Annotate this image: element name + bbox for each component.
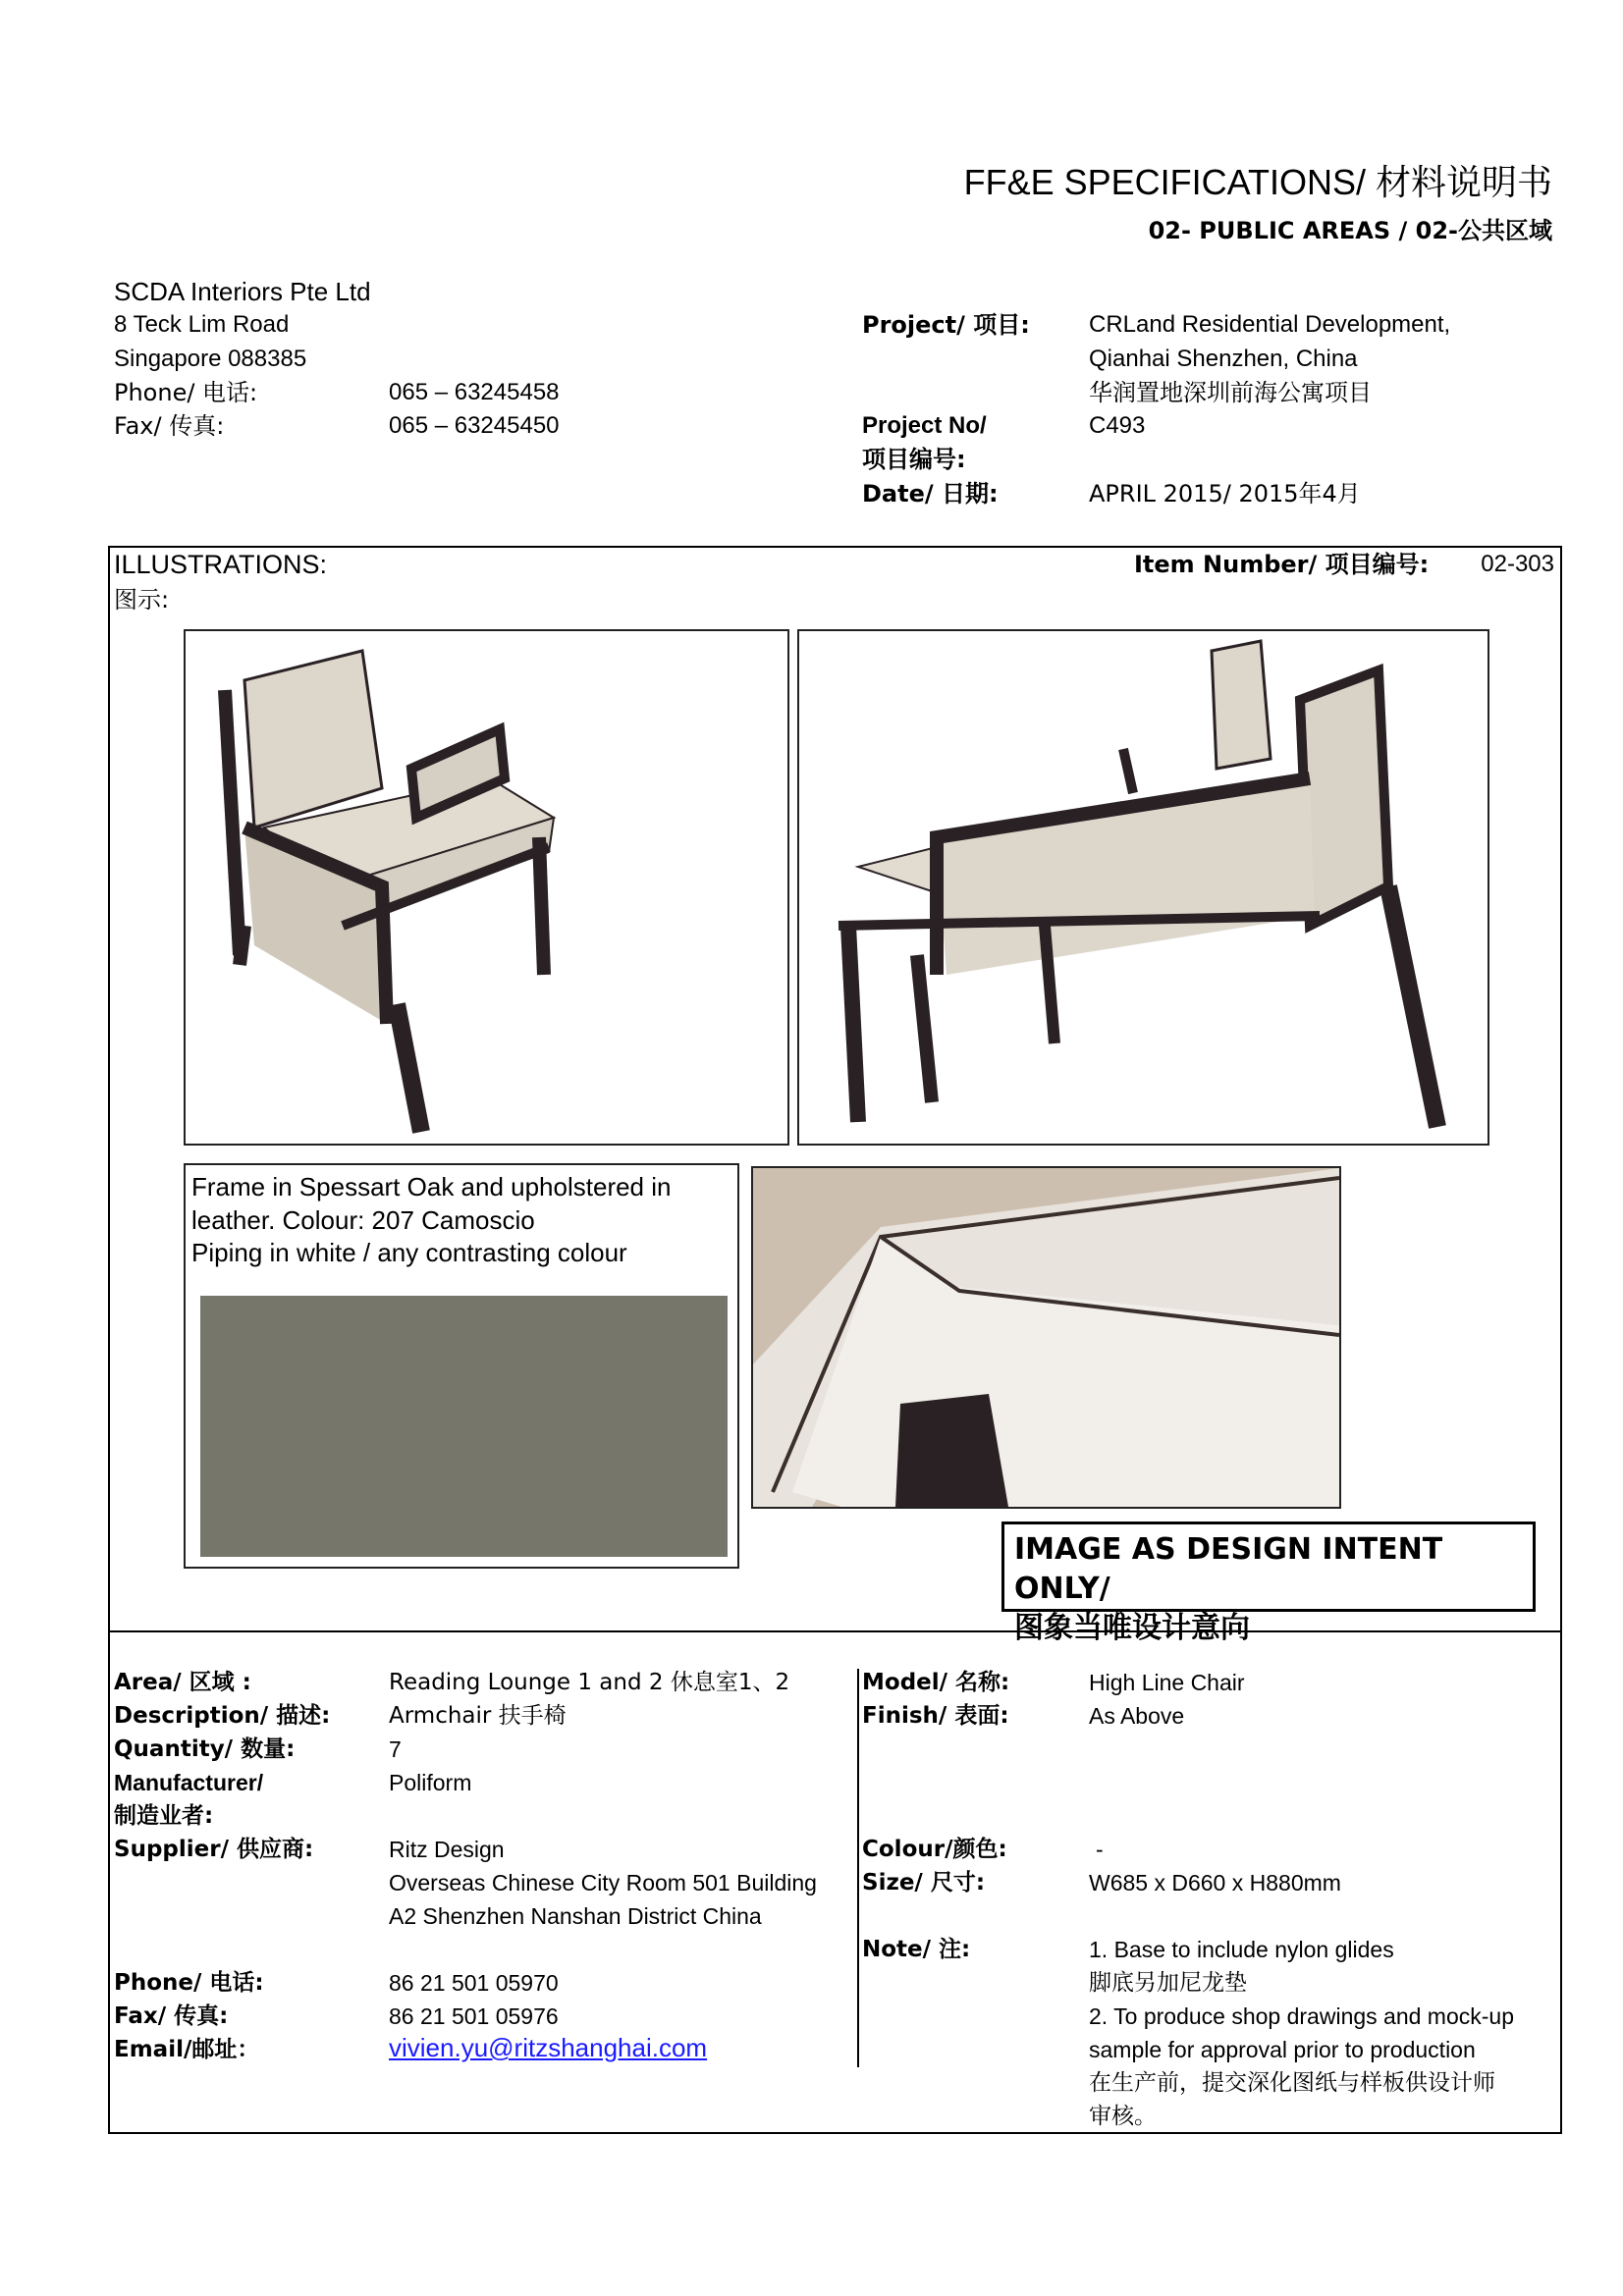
- supplier-label: Supplier/ 供应商:: [114, 1837, 314, 1862]
- company-address-2: Singapore 088385: [114, 346, 307, 372]
- supplier-phone: 86 21 501 05970: [389, 1970, 559, 1996]
- company-phone: 065 – 63245458: [389, 379, 560, 405]
- company-fax: 065 – 63245450: [389, 412, 560, 439]
- quantity-label: Quantity/ 数量:: [114, 1736, 296, 1762]
- supplier-address-1: Overseas Chinese City Room 501 Building: [389, 1870, 817, 1896]
- project-label: Project/ 项目:: [862, 311, 1030, 339]
- supplier-name: Ritz Design: [389, 1837, 505, 1862]
- area-value: Reading Lounge 1 and 2 休息室1、2: [389, 1670, 790, 1695]
- supplier-email-link[interactable]: vivien.yu@ritzshanghai.com: [389, 2033, 708, 2062]
- supplier-fax: 86 21 501 05976: [389, 2003, 559, 2029]
- description-label: Description/ 描述:: [114, 1703, 331, 1729]
- company-name: SCDA Interiors Pte Ltd: [114, 277, 371, 306]
- project-no-label: Project No/: [862, 412, 987, 439]
- project-line-1: CRLand Residential Development,: [1089, 311, 1451, 338]
- colour-value: -: [1096, 1837, 1104, 1862]
- supplier-email-label: Email/邮址：: [114, 2037, 260, 2062]
- date-value: APRIL 2015/ 2015年4月: [1089, 480, 1361, 507]
- chair-side-drawing: [799, 631, 1488, 1144]
- illustrations-label-cn: 图示:: [114, 586, 170, 614]
- project-no: C493: [1089, 412, 1146, 439]
- company-phone-label: Phone/ 电话:: [114, 379, 258, 406]
- note-line-6: 审核。: [1089, 2104, 1157, 2129]
- quantity-value: 7: [389, 1736, 402, 1762]
- piping-detail-drawing: [753, 1168, 1339, 1507]
- note-line-1: 1. Base to include nylon glides: [1089, 1937, 1394, 1962]
- size-value: W685 x D660 x H880mm: [1089, 1870, 1341, 1896]
- material-caption-1: Frame in Spessart Oak and upholstered in: [191, 1172, 672, 1201]
- note-line-4: sample for approval prior to production: [1089, 2037, 1476, 2062]
- finish-label: Finish/ 表面:: [862, 1703, 1009, 1729]
- colour-label: Colour/颜色:: [862, 1837, 1007, 1862]
- chair-front-drawing: [186, 631, 787, 1144]
- details-divider: [857, 1669, 859, 2067]
- note-line-5: 在生产前，提交深化图纸与样板供设计师: [1089, 2070, 1495, 2096]
- manufacturer-label-cn: 制造业者:: [114, 1803, 214, 1829]
- area-label: Area/ 区域 :: [114, 1670, 251, 1695]
- design-intent-line-2: 图象当唯设计意向: [1014, 1611, 1250, 1645]
- manufacturer-label: Manufacturer/: [114, 1770, 264, 1795]
- leather-swatch: [200, 1296, 728, 1557]
- material-caption-3: Piping in white / any contrasting colour: [191, 1238, 627, 1267]
- page-title: FF&E SPECIFICATIONS/ 材料说明书: [963, 162, 1552, 202]
- size-label: Size/ 尺寸:: [862, 1870, 986, 1896]
- note-label: Note/ 注:: [862, 1937, 971, 1962]
- finish-value: As Above: [1089, 1703, 1185, 1729]
- note-line-2: 脚底另加尼龙垫: [1089, 1970, 1247, 1996]
- item-number-label: Item Number/ 项目编号:: [1134, 551, 1430, 578]
- model-value: High Line Chair: [1089, 1670, 1245, 1695]
- company-fax-label: Fax/ 传真:: [114, 412, 225, 440]
- project-line-3: 华润置地深圳前海公寓项目: [1089, 379, 1372, 406]
- project-no-label-cn: 项目编号:: [862, 446, 966, 473]
- page-subtitle: 02- PUBLIC AREAS / 02-公共区域: [1148, 217, 1552, 244]
- supplier-fax-label: Fax/ 传真:: [114, 2003, 229, 2029]
- model-label: Model/ 名称:: [862, 1670, 1010, 1695]
- design-intent-note: [1001, 1522, 1536, 1645]
- design-intent-line-1: IMAGE AS DESIGN INTENT ONLY/: [1014, 1532, 1443, 1606]
- chair-front-image: [184, 629, 789, 1146]
- date-label: Date/ 日期:: [862, 480, 999, 507]
- company-address-1: 8 Teck Lim Road: [114, 311, 290, 338]
- supplier-phone-label: Phone/ 电话:: [114, 1970, 264, 1996]
- manufacturer-value: Poliform: [389, 1770, 472, 1795]
- description-value: Armchair 扶手椅: [389, 1703, 567, 1729]
- material-caption-2: leather. Colour: 207 Camoscio: [191, 1205, 535, 1235]
- item-number: 02-303: [1481, 551, 1554, 577]
- supplier-address-2: A2 Shenzhen Nanshan District China: [389, 1903, 762, 1929]
- project-line-2: Qianhai Shenzhen, China: [1089, 346, 1358, 372]
- illustrations-label: ILLUSTRATIONS:: [114, 550, 328, 579]
- chair-side-image: [797, 629, 1489, 1146]
- note-line-3: 2. To produce shop drawings and mock-up: [1089, 2003, 1515, 2029]
- piping-detail-image: [751, 1166, 1341, 1509]
